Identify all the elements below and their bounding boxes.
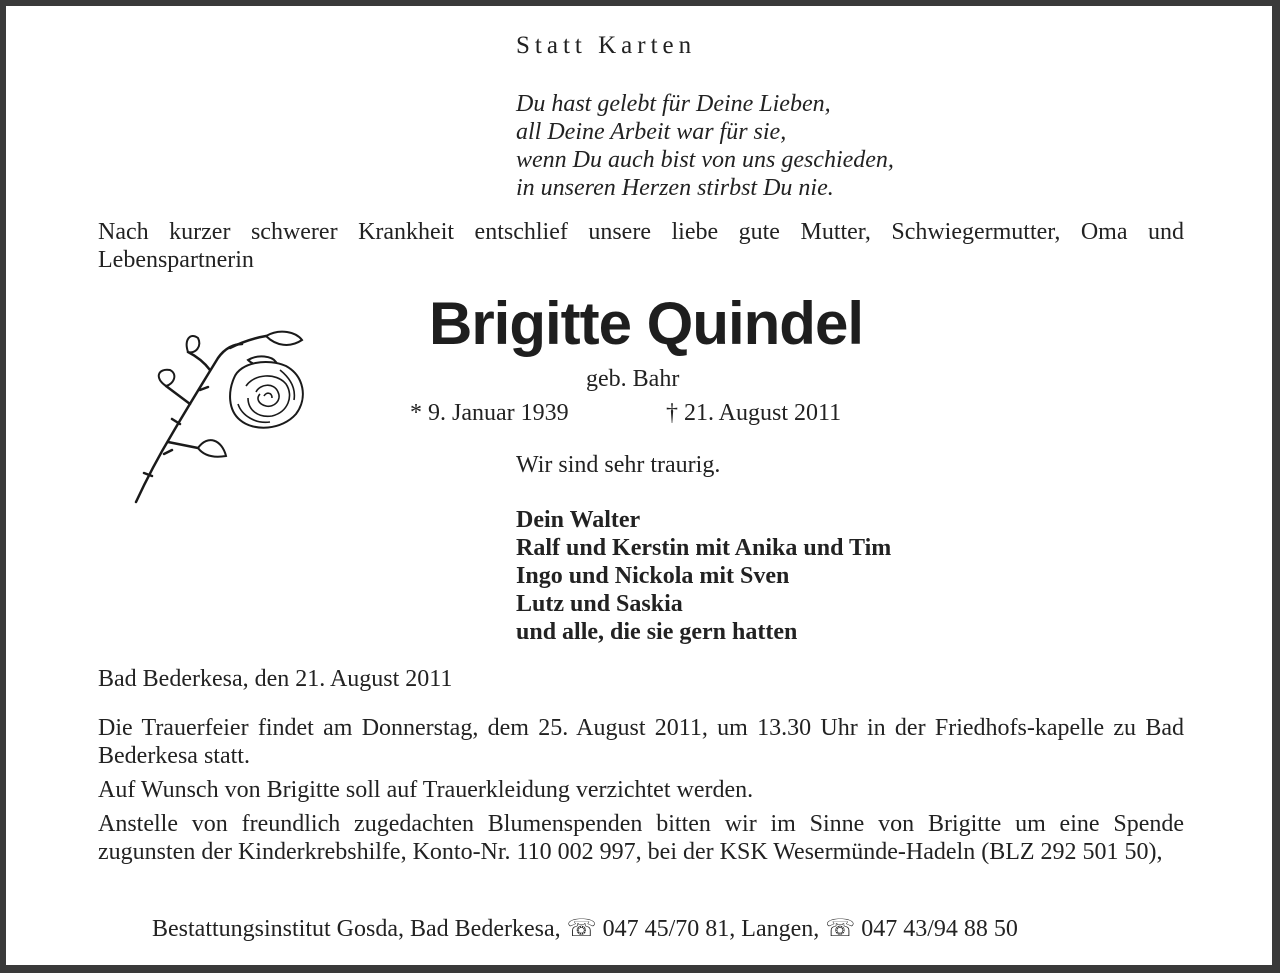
header-statt-karten: Statt Karten [516,32,697,59]
birth-date: * 9. Januar 1939 [410,400,569,426]
family-member: Lutz und Saskia [516,591,683,617]
funeral-home-line: Bestattungsinstitut Gosda, Bad Bederkesa, ☏ 047 45/70 81, Langen, ☏ 047 43/94 88 50 [152,916,1018,942]
poem-line: Du hast gelebt für Deine Lieben, [516,91,831,117]
poem-line: in unseren Herzen stirbst Du nie. [516,175,834,201]
clothing-note-paragraph: Auf Wunsch von Brigitte soll auf Trauerkleidung verzichtet werden. [98,777,754,803]
poem-line: wenn Du auch bist von uns geschieden, [516,147,894,173]
family-member: Ralf und Kerstin mit Anika und Tim [516,535,892,561]
mourning-line: Wir sind sehr traurig. [516,452,721,478]
death-date: † 21. August 2011 [666,400,842,426]
poem [516,90,894,202]
intro-text: Nach kurzer schwerer Krankheit entschlief unsere liebe gute Mutter, Schwiegermutter, Oma und Lebenspartnerin [98,219,1184,273]
maiden-name: geb. Bahr [586,366,680,392]
obituary-card [6,6,1272,965]
deceased-name: Brigitte Quindel [429,290,863,357]
family-member: und alle, die sie gern hatten [516,619,798,645]
rose-icon [130,326,310,511]
family-list [516,506,891,646]
donation-paragraph: Anstelle von freundlich zugedachten Blumenspenden bitten wir im Sinne von Brigitte um eine Spende zugunsten der Kinderkrebshilfe, Konto-Nr. 110 002 997, bei der KSK Wesermünde-Hadeln (BLZ 292 501 50), [98,811,1184,865]
family-member: Ingo und Nickola mit Sven [516,563,790,589]
funeral-service-paragraph: Die Trauerfeier findet am Donnerstag, dem 25. August 2011, um 13.30 Uhr in der Friedhofs-kapelle zu Bad Bederkesa statt. [98,715,1184,769]
family-member: Dein Walter [516,507,641,533]
place-date: Bad Bederkesa, den 21. August 2011 [98,666,453,692]
poem-line: all Deine Arbeit war für sie, [516,119,787,145]
